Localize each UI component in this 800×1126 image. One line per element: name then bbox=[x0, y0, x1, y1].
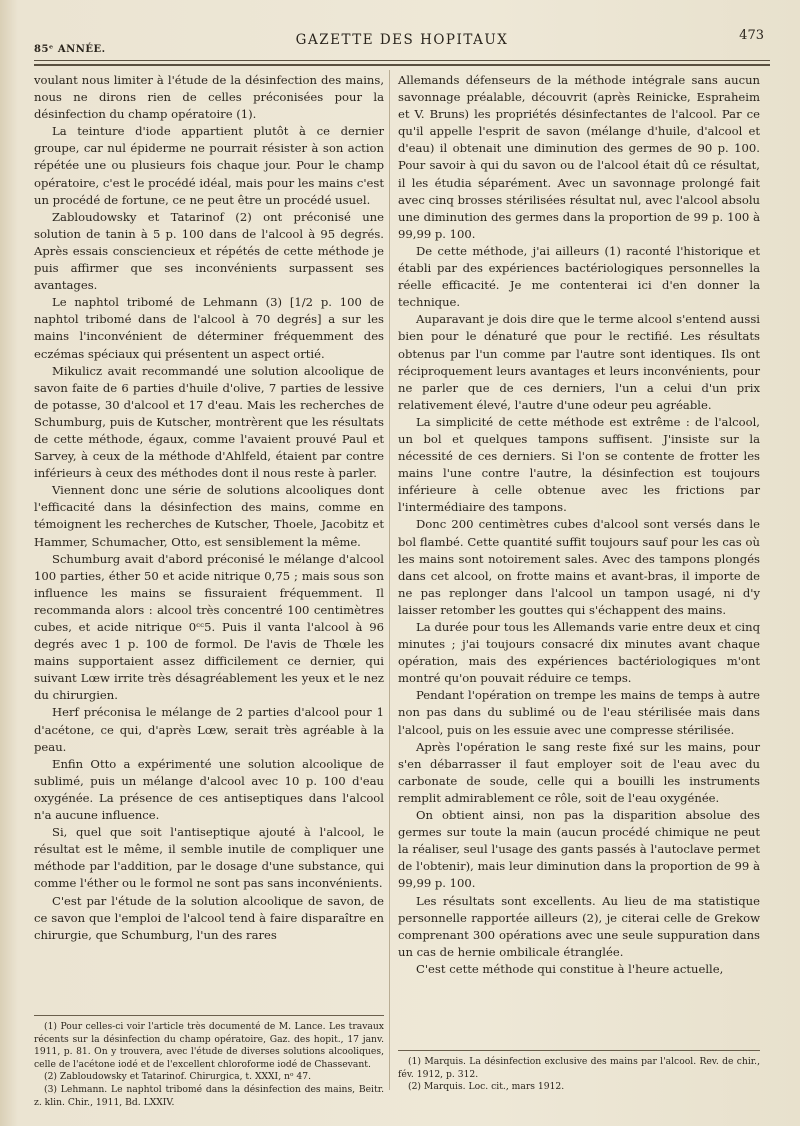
footnotes-right bbox=[398, 1050, 760, 1094]
paragraph: Viennent donc une série de solutions alcooliques dont l'efficacité dans la désinfection des mains, comme en témoignent les recherches de Kutscher, Thoele, Jacobitz et Hammer, Schumacher, Otto, est sensiblement la même. bbox=[34, 483, 384, 549]
left-column bbox=[34, 72, 384, 944]
paragraph: C'est cette méthode qui constitue à l'heure actuelle, bbox=[416, 961, 724, 976]
column-divider bbox=[389, 70, 390, 1090]
footnote-rule bbox=[34, 1015, 384, 1016]
journal-title: GAZETTE DES HOPITAUX bbox=[295, 32, 509, 48]
header-rule-thick bbox=[34, 64, 770, 66]
paragraph: Après l'opération le sang reste fixé sur les mains, pour s'en débarrasser il faut employer soit de l'eau avec du carbonate de soude, celle qui a bouilli les instruments remplit admirablement ce rôle, soit de l'eau oxygénée. bbox=[398, 739, 760, 805]
paragraph: Herf préconisa le mélange de 2 parties d'alcool pour 1 d'acétone, ce qui, d'après Lœw, serait très agréable à la peau. bbox=[34, 705, 384, 754]
page-header bbox=[34, 24, 770, 68]
footnote: (2) Zabloudowsky et Tatarinof. Chirurgica, t. XXXI, nᵒ 47. bbox=[44, 1071, 312, 1083]
footnote: (1) Pour celles-ci voir l'article très documenté de M. Lance. Les travaux récents sur la désinfection du champ opératoire, Gaz. des hopit., 17 janv. 1911, p. 81. On y trouvera, avec l'étude de diverses solutions alcooliques, celle de l'acétone iodé et de l'excellent chloroforme iodé de Chassevant. bbox=[34, 1021, 384, 1070]
paragraph: Pendant l'opération on trempe les mains de temps à autre non pas dans du sublimé ou de l'eau stérilisée mais dans l'alcool, puis on les essuie avec une compresse stérilisée. bbox=[398, 688, 760, 737]
paragraph: Enfin Otto a expérimenté une solution alcoolique de sublimé, puis un mélange d'alcool avec 10 p. 100 d'eau oxygénée. La présence de ces antiseptiques dans l'alcool n'a aucune influence. bbox=[34, 756, 384, 823]
paragraph: De cette méthode, j'ai ailleurs (1) raconté l'historique et établi par des expériences bactériologiques personnelles la réelle efficacité. Je me contenterai ici d'en donner la technique. bbox=[398, 243, 760, 310]
paragraph: voulant nous limiter à l'étude de la désinfection des mains, nous ne dirons rien de celles préconisées pour la désinfection du champ opératoire (1). bbox=[34, 73, 384, 122]
footnote: (2) Marquis. Loc. cit., mars 1912. bbox=[408, 1081, 565, 1093]
page-number: 473 bbox=[739, 28, 764, 43]
paragraph: Auparavant je dois dire que le terme alcool s'entend aussi bien pour le dénaturé que pour le rectifié. Les résultats obtenus par l'un comme par l'autre sont identiques. Ils ont réciproquement leurs avantages et leurs inconvénients, pour ne parler que de ces derniers, l'un a celui d'un prix relativement élevé, l'autre d'une odeur peu agréable. bbox=[398, 312, 760, 412]
paragraph: Mikulicz avait recommandé une solution alcoolique de savon faite de 6 parties d'huile d'olive, 7 parties de lessive de potasse, 30 d'alcool et 17 d'eau. Mais les recherches de Schumburg, puis de Kutscher, montrèrent que les résultats de cette méthode, égaux, comme l'avaient prouvé Paul et Sarvey, à ceux de la méthode d'Ahlfeld, étaient par contre inférieurs à ceux des méthodes dont il nous reste à parler. bbox=[34, 363, 384, 481]
paragraph: Les résultats sont excellents. Au lieu de ma statistique personnelle rapportée ailleurs (2), je citerai celle de Grekow comprenant 300 opérations avec une seule suppuration dans un cas de hernie ombilicale étranglée. bbox=[398, 893, 760, 959]
footnote: (3) Lehmann. Le naphtol tribomé dans la désinfection des mains, Beitr. z. klin. Chir., 1911, Bd. LXXIV. bbox=[34, 1083, 384, 1108]
right-column bbox=[398, 72, 760, 978]
footnote-rule bbox=[398, 1050, 760, 1051]
paragraph: On obtient ainsi, non pas la disparition absolue des germes sur toute la main (aucun procédé chimique ne peut la réaliser, seul l'usage des gants passés à l'autoclave permet de l'obtenir), mais leur diminution dans la proportion de 99 à 99,99 p. 100. bbox=[398, 808, 760, 891]
paragraph: La teinture d'iode appartient plutôt à ce dernier groupe, car nul épiderme ne pourrait résister à son action répétée une ou plusieurs fois chaque jour. Pour le champ opératoire, c'est le procédé idéal, mais pour les mains c'est un procédé de fortune, ce ne peut être un procédé usuel. bbox=[34, 124, 384, 207]
footnotes-left bbox=[34, 1015, 384, 1109]
paragraph: Schumburg avait d'abord préconisé le mélange d'alcool 100 parties, éther 50 et acide nitrique 0,75 ; mais sous son influence les mains se fissuraient fréquemment. Il recommanda alors : alcool très concentré 100 centimètres cubes, et acide nitrique 0ᶜᶜ5. Puis il vanta l'alcool à 96 degrés avec 1 p. 100 de formol. De l'avis de Thœle les mains supportaient assez difficilement ce dernier, qui suivant Lœw irrite très désagréablement les yeux et le nez du chirurgien. bbox=[34, 551, 384, 703]
volume-year: 85ᵉ ANNÉE. bbox=[34, 44, 106, 55]
paragraph: C'est par l'étude de la solution alcoolique de savon, de ce savon que l'emploi de l'alcool tend à faire disparaître en chirurgie, que Schumburg, l'un des rares bbox=[34, 893, 384, 942]
footnote: (1) Marquis. La désinfection exclusive des mains par l'alcool. Rev. de chir., fév. 1912, p. 312. bbox=[398, 1056, 760, 1080]
paragraph: Le naphtol tribomé de Lehmann (3) [1/2 p. 100 de naphtol tribomé dans de l'alcool à 70 degrés] a sur les mains l'inconvénient de déterminer fréquemment des eczémas spéciaux qui présentent un aspect ortié. bbox=[34, 295, 384, 361]
paragraph: La durée pour tous les Allemands varie entre deux et cinq minutes ; j'ai toujours consacré dix minutes avant chaque opération, mais des expériences bactériologiques m'ont montré qu'on pouvait réduire ce temps. bbox=[398, 620, 760, 686]
paragraph: Allemands défenseurs de la méthode intégrale sans aucun savonnage préalable, découvrit (après Reinicke, Espraheim et V. Bruns) les propriétés désinfectantes de l'alcool. Par ce qu'il appelle l'esprit de savon (mélange d'huile, d'alcool et d'eau) il obtenait une diminution des germes de 90 p. 100. Pour savoir à qui du savon ou de l'alcool était dû ce résultat, il les étudia séparément. Avec un savonnage prolongé fait avec cinq brosses stérilisées résultat nul, avec l'alcool absolu une diminution des germes dans la proportion de 99 p. 100 à 99,99 p. 100. bbox=[398, 73, 760, 241]
paragraph: La simplicité de cette méthode est extrême : de l'alcool, un bol et quelques tampons suffisent. J'insiste sur la nécessité de ces derniers. Si l'on se contente de frotter les mains l'une contre l'autre, la désinfection est toujours inférieure à celle obtenue avec les frictions par l'intermédiaire des tampons. bbox=[398, 414, 760, 515]
paragraph: Donc 200 centimètres cubes d'alcool sont versés dans le bol flambé. Cette quantité suffit toujours sauf pour les cas où les mains sont notoirement sales. Avec des tampons plongés dans cet alcool, on frotte mains et avant-bras, il importe de ne pas replonger dans l'alcool un tampon usagé, ni d'y laisser retomber les gouttes qui s'échappent des mains. bbox=[398, 517, 760, 617]
paragraph: Si, quel que soit l'antiseptique ajouté à l'alcool, le résultat est le même, il semble inutile de compliquer une méthode par l'addition, par le dosage d'une substance, qui comme l'éther ou le formol ne sont pas sans inconvénients. bbox=[34, 825, 384, 891]
header-rule bbox=[34, 60, 770, 61]
paragraph: Zabloudowsky et Tatarinof (2) ont préconisé une solution de tanin à 5 p. 100 dans de l'alcool à 95 degrés. Après essais consciencieux et répétés de cette méthode je puis affirmer que ses inconvénients surpassent ses avantages. bbox=[34, 209, 384, 293]
